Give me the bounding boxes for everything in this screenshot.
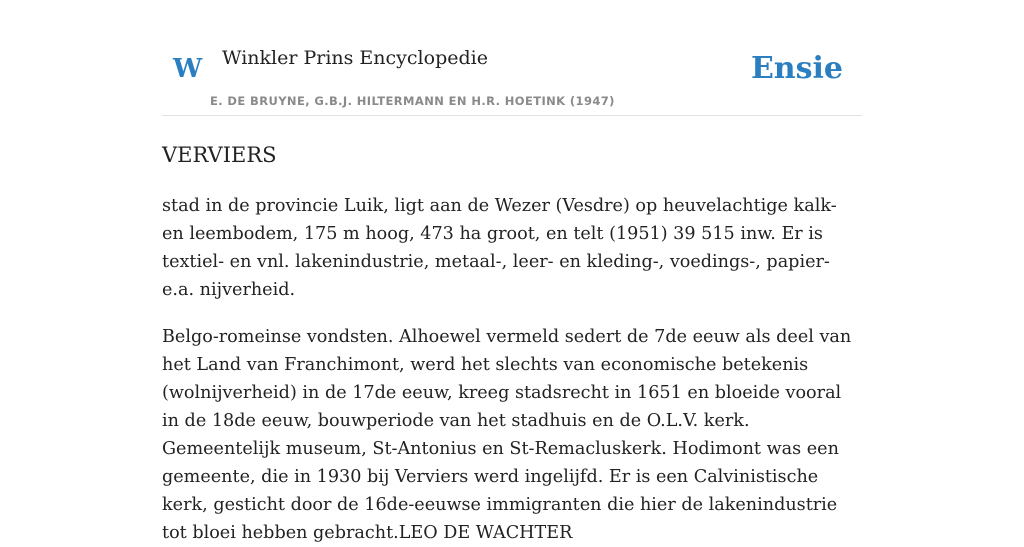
site-header: [162, 0, 862, 116]
publication-authors: E. DE BRUYNE, G.B.J. HILTERMANN EN H.R. HOETINK (1947): [210, 94, 615, 108]
article-headword: VERVIERS: [162, 143, 277, 167]
publication-title[interactable]: Winkler Prins Encyclopedie: [222, 47, 488, 69]
article: [162, 140, 862, 547]
article-paragraph: stad in de provincie Luik, ligt aan de Wezer (Vesdre) op heuvelachtige kalk- en leembodem, 175 m hoog, 473 ha groot, en telt (1951) 39 515 inw. Er is textiel- en vnl. lakenindustrie, metaal-, leer- en kleding-, voedings-, papier- e.a. nijverheid.: [162, 196, 837, 300]
winkler-prins-logo[interactable]: W: [173, 54, 203, 84]
article-paragraph: Belgo-romeinse vondsten. Alhoewel vermeld sedert de 7de eeuw als deel van het Land van Franchimont, werd het slechts van economische betekenis (wolnijverheid) in de 17de eeuw, kreeg stadsrecht in 1651 en bloeide vooral in de 18de eeuw, bouwperiode van het stadhuis en de O.L.V. kerk. Gemeentelijk museum, St-Antonius en St-Remacluskerk. Hodimont was een gemeente, die in 1930 bij Verviers werd ingelijfd. Er is een Calvinistische kerk, gesticht door de 16de-eeuwse immigranten die hier de lakenindustrie tot bloei hebben gebracht.LEO DE WACHTER: [162, 327, 852, 543]
ensie-logo-link[interactable]: Ensie: [750, 51, 843, 86]
